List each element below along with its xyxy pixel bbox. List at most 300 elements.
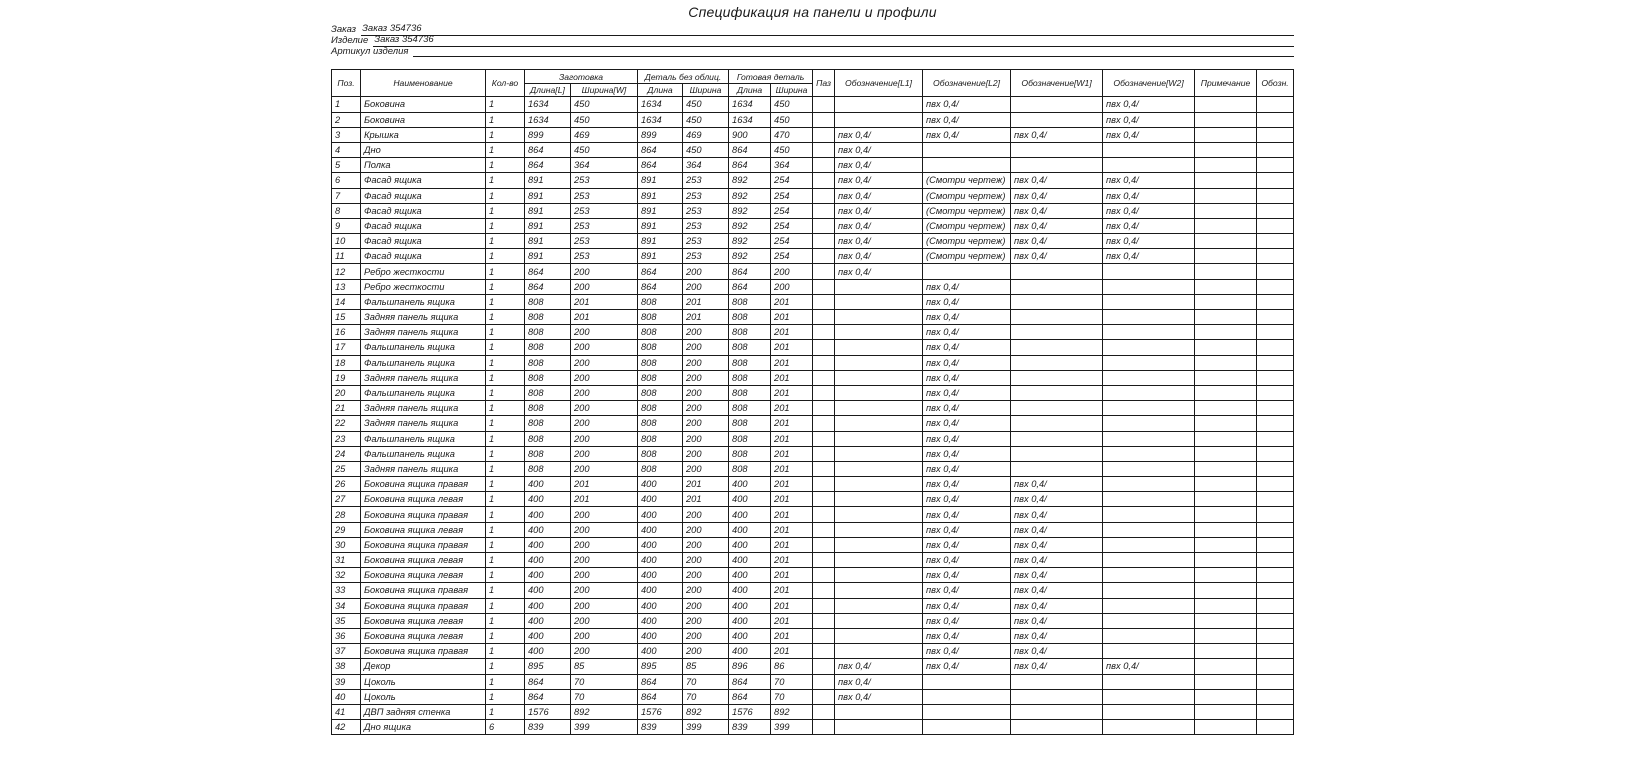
cell: Дно <box>361 142 486 157</box>
cell: 1 <box>486 325 525 340</box>
table-row <box>332 689 1294 704</box>
cell: 70 <box>771 674 813 689</box>
cell <box>813 416 835 431</box>
order-label: Заказ <box>331 24 357 35</box>
cell: 839 <box>729 720 771 735</box>
table-row <box>332 401 1294 416</box>
cell: Задняя панель ящика <box>361 370 486 385</box>
cell: 808 <box>638 431 683 446</box>
cell <box>835 628 923 643</box>
cell: 808 <box>525 461 571 476</box>
cell: 1 <box>486 507 525 522</box>
cell: 400 <box>638 628 683 643</box>
cell: 253 <box>683 173 729 188</box>
cell <box>1195 537 1257 552</box>
cell <box>1103 294 1195 309</box>
cell: 1 <box>486 446 525 461</box>
cell <box>835 355 923 370</box>
cell: 1 <box>486 689 525 704</box>
cell <box>1103 385 1195 400</box>
cell: пвх 0,4/ <box>923 416 1011 431</box>
cell <box>1011 112 1103 127</box>
cell: 892 <box>729 249 771 264</box>
cell: пвх 0,4/ <box>835 264 923 279</box>
cell: 1634 <box>525 112 571 127</box>
column-header: Обозн. <box>1257 70 1294 97</box>
cell <box>1195 203 1257 218</box>
cell: 37 <box>332 644 361 659</box>
cell <box>1257 598 1294 613</box>
cell <box>813 461 835 476</box>
cell: 891 <box>525 173 571 188</box>
cell <box>813 492 835 507</box>
cell: 85 <box>571 659 638 674</box>
cell: пвх 0,4/ <box>923 553 1011 568</box>
table-row <box>332 537 1294 552</box>
cell: 3 <box>332 127 361 142</box>
cell: 808 <box>638 340 683 355</box>
cell <box>1011 704 1103 719</box>
cell: 400 <box>638 507 683 522</box>
cell: 400 <box>525 583 571 598</box>
cell: 200 <box>571 583 638 598</box>
cell: пвх 0,4/ <box>1103 203 1195 218</box>
cell <box>1257 294 1294 309</box>
cell: 200 <box>683 355 729 370</box>
cell <box>1195 522 1257 537</box>
cell <box>1011 279 1103 294</box>
table-row <box>332 477 1294 492</box>
cell <box>1011 720 1103 735</box>
cell <box>1257 492 1294 507</box>
cell: пвх 0,4/ <box>1011 234 1103 249</box>
cell <box>1195 325 1257 340</box>
cell <box>835 97 923 112</box>
cell <box>1011 142 1103 157</box>
table-row <box>332 234 1294 249</box>
cell <box>1195 173 1257 188</box>
cell: 201 <box>771 477 813 492</box>
table-row <box>332 279 1294 294</box>
cell: 1 <box>486 203 525 218</box>
cell: 892 <box>729 173 771 188</box>
cell: 201 <box>771 613 813 628</box>
cell: 200 <box>571 628 638 643</box>
column-header: Наименование <box>361 70 486 97</box>
cell: пвх 0,4/ <box>923 294 1011 309</box>
column-header: Обозначение[W2] <box>1103 70 1195 97</box>
cell <box>1195 264 1257 279</box>
cell: пвх 0,4/ <box>1011 522 1103 537</box>
cell: 24 <box>332 446 361 461</box>
cell <box>923 704 1011 719</box>
cell <box>813 294 835 309</box>
cell <box>1195 553 1257 568</box>
cell: 400 <box>525 628 571 643</box>
cell: 11 <box>332 249 361 264</box>
cell: пвх 0,4/ <box>923 97 1011 112</box>
cell <box>1103 583 1195 598</box>
cell: Фасад ящика <box>361 249 486 264</box>
cell: Ребро жесткости <box>361 264 486 279</box>
cell: 254 <box>771 234 813 249</box>
cell: пвх 0,4/ <box>923 492 1011 507</box>
cell: 36 <box>332 628 361 643</box>
specification-sheet <box>331 4 1294 735</box>
cell: 400 <box>638 537 683 552</box>
table-row <box>332 142 1294 157</box>
cell <box>1257 537 1294 552</box>
cell: 891 <box>525 203 571 218</box>
cell <box>1257 112 1294 127</box>
cell <box>813 644 835 659</box>
cell <box>813 522 835 537</box>
cell: пвх 0,4/ <box>1011 127 1103 142</box>
cell: 200 <box>683 446 729 461</box>
cell: Фасад ящика <box>361 173 486 188</box>
cell: 1576 <box>525 704 571 719</box>
cell <box>1257 461 1294 476</box>
cell: 1 <box>486 385 525 400</box>
cell: пвх 0,4/ <box>1011 173 1103 188</box>
cell: 808 <box>525 431 571 446</box>
table-row <box>332 218 1294 233</box>
cell: 891 <box>638 188 683 203</box>
cell: 364 <box>683 158 729 173</box>
table-row <box>332 340 1294 355</box>
column-subheader: Длина <box>638 83 683 97</box>
cell <box>1257 416 1294 431</box>
cell: пвх 0,4/ <box>923 507 1011 522</box>
cell: 253 <box>571 218 638 233</box>
cell: 450 <box>571 112 638 127</box>
cell <box>813 659 835 674</box>
cell: 864 <box>638 142 683 157</box>
column-header: Паз <box>813 70 835 97</box>
cell <box>813 477 835 492</box>
table-row <box>332 492 1294 507</box>
cell: пвх 0,4/ <box>835 158 923 173</box>
cell: 400 <box>729 628 771 643</box>
cell <box>1257 385 1294 400</box>
cell: 808 <box>729 310 771 325</box>
cell: Фасад ящика <box>361 234 486 249</box>
cell <box>1257 340 1294 355</box>
cell: 1 <box>486 598 525 613</box>
cell: 200 <box>571 416 638 431</box>
cell <box>1195 294 1257 309</box>
cell <box>835 112 923 127</box>
cell: 900 <box>729 127 771 142</box>
cell: 200 <box>683 279 729 294</box>
cell: пвх 0,4/ <box>1103 173 1195 188</box>
cell: Фальшпанель ящика <box>361 431 486 446</box>
cell: Фальшпанель ящика <box>361 446 486 461</box>
cell: 254 <box>771 218 813 233</box>
cell: 253 <box>683 234 729 249</box>
cell: пвх 0,4/ <box>923 370 1011 385</box>
cell: 201 <box>771 492 813 507</box>
cell <box>1195 249 1257 264</box>
cell <box>1011 401 1103 416</box>
cell: 200 <box>683 583 729 598</box>
cell: Фальшпанель ящика <box>361 385 486 400</box>
cell: пвх 0,4/ <box>1103 112 1195 127</box>
cell <box>1195 477 1257 492</box>
cell: 891 <box>638 218 683 233</box>
cell <box>1103 431 1195 446</box>
cell: 399 <box>571 720 638 735</box>
cell: 400 <box>638 553 683 568</box>
cell <box>1257 325 1294 340</box>
cell: 808 <box>525 416 571 431</box>
cell: 200 <box>683 598 729 613</box>
cell: 1634 <box>638 112 683 127</box>
cell <box>1257 355 1294 370</box>
cell: 469 <box>683 127 729 142</box>
cell: пвх 0,4/ <box>1011 249 1103 264</box>
cell: 201 <box>771 537 813 552</box>
column-subheader: Длина[L] <box>525 83 571 97</box>
cell: Задняя панель ящика <box>361 461 486 476</box>
cell: 86 <box>771 659 813 674</box>
column-header: Кол-во <box>486 70 525 97</box>
cell: 200 <box>683 325 729 340</box>
cell <box>1195 461 1257 476</box>
cell <box>835 644 923 659</box>
cell <box>1011 158 1103 173</box>
cell: (Смотри чертеж) <box>923 203 1011 218</box>
cell: 200 <box>571 644 638 659</box>
cell <box>1103 598 1195 613</box>
cell <box>1195 127 1257 142</box>
cell: 470 <box>771 127 813 142</box>
cell: 201 <box>771 461 813 476</box>
cell <box>1257 613 1294 628</box>
cell: 400 <box>729 477 771 492</box>
cell <box>923 674 1011 689</box>
cell: пвх 0,4/ <box>835 218 923 233</box>
cell: пвх 0,4/ <box>1103 234 1195 249</box>
cell <box>1011 264 1103 279</box>
cell <box>835 385 923 400</box>
column-subheader: Ширина <box>683 83 729 97</box>
cell: 200 <box>683 537 729 552</box>
cell: 254 <box>771 188 813 203</box>
cell: 864 <box>525 264 571 279</box>
table-row <box>332 112 1294 127</box>
cell <box>1195 310 1257 325</box>
cell <box>835 340 923 355</box>
cell: 39 <box>332 674 361 689</box>
cell: 1 <box>486 310 525 325</box>
cell: 808 <box>729 401 771 416</box>
cell <box>1257 218 1294 233</box>
cell: 400 <box>729 492 771 507</box>
cell: 864 <box>729 674 771 689</box>
cell: 1634 <box>638 97 683 112</box>
cell: 364 <box>771 158 813 173</box>
cell: пвх 0,4/ <box>923 644 1011 659</box>
cell: 400 <box>638 598 683 613</box>
cell: 1 <box>486 340 525 355</box>
cell: пвх 0,4/ <box>923 355 1011 370</box>
cell: 1 <box>486 553 525 568</box>
cell <box>835 522 923 537</box>
cell <box>1195 659 1257 674</box>
cell <box>813 613 835 628</box>
cell: 808 <box>729 446 771 461</box>
cell: 7 <box>332 188 361 203</box>
cell <box>1103 370 1195 385</box>
cell: 1 <box>486 142 525 157</box>
cell <box>1257 689 1294 704</box>
cell: 1 <box>486 644 525 659</box>
cell: 891 <box>525 249 571 264</box>
cell: Боковина ящика левая <box>361 522 486 537</box>
cell: 200 <box>771 264 813 279</box>
cell: 899 <box>638 127 683 142</box>
cell: 200 <box>571 461 638 476</box>
cell: 200 <box>571 385 638 400</box>
cell: 200 <box>571 507 638 522</box>
cell <box>813 446 835 461</box>
cell <box>1103 613 1195 628</box>
cell: пвх 0,4/ <box>923 628 1011 643</box>
cell: 201 <box>683 310 729 325</box>
cell <box>1195 142 1257 157</box>
cell <box>1103 553 1195 568</box>
cell: 864 <box>638 158 683 173</box>
cell <box>813 689 835 704</box>
cell: 200 <box>683 461 729 476</box>
cell: 892 <box>729 188 771 203</box>
cell: 200 <box>571 325 638 340</box>
cell: 1 <box>486 264 525 279</box>
cell: 20 <box>332 385 361 400</box>
cell: Боковина ящика левая <box>361 553 486 568</box>
cell: 4 <box>332 142 361 157</box>
table-row <box>332 249 1294 264</box>
table-row <box>332 720 1294 735</box>
cell: 41 <box>332 704 361 719</box>
cell <box>835 279 923 294</box>
cell: Боковина ящика левая <box>361 613 486 628</box>
cell: 450 <box>683 97 729 112</box>
cell: 200 <box>683 431 729 446</box>
cell: 864 <box>525 674 571 689</box>
cell <box>1195 644 1257 659</box>
cell: пвх 0,4/ <box>835 249 923 264</box>
cell: 201 <box>771 370 813 385</box>
cell: 808 <box>525 310 571 325</box>
cell <box>1103 477 1195 492</box>
cell: 891 <box>525 234 571 249</box>
cell <box>1195 613 1257 628</box>
cell: 200 <box>571 355 638 370</box>
cell: 864 <box>729 142 771 157</box>
cell: 200 <box>683 568 729 583</box>
cell: 1 <box>486 127 525 142</box>
cell <box>1195 234 1257 249</box>
cell <box>835 401 923 416</box>
cell <box>1257 644 1294 659</box>
cell: 201 <box>771 507 813 522</box>
cell: Фальшпанель ящика <box>361 340 486 355</box>
cell: 1 <box>486 674 525 689</box>
cell: 201 <box>571 477 638 492</box>
cell <box>1103 674 1195 689</box>
cell: 253 <box>571 234 638 249</box>
cell: 26 <box>332 477 361 492</box>
cell: (Смотри чертеж) <box>923 249 1011 264</box>
cell: 400 <box>525 553 571 568</box>
cell: 201 <box>571 310 638 325</box>
cell: 864 <box>638 264 683 279</box>
cell: 1 <box>486 218 525 233</box>
cell: 864 <box>638 279 683 294</box>
cell: 200 <box>571 598 638 613</box>
table-row <box>332 446 1294 461</box>
cell: 17 <box>332 340 361 355</box>
cell: 400 <box>729 522 771 537</box>
cell: 253 <box>571 188 638 203</box>
cell <box>1011 97 1103 112</box>
cell: пвх 0,4/ <box>835 659 923 674</box>
cell: 808 <box>525 446 571 461</box>
table-row <box>332 431 1294 446</box>
cell: 400 <box>729 598 771 613</box>
cell <box>1011 370 1103 385</box>
cell: 200 <box>683 370 729 385</box>
cell: Цоколь <box>361 689 486 704</box>
cell: 808 <box>525 355 571 370</box>
cell: 253 <box>683 249 729 264</box>
cell <box>1103 340 1195 355</box>
cell <box>1195 416 1257 431</box>
cell <box>1103 537 1195 552</box>
cell <box>1195 112 1257 127</box>
cell: 400 <box>525 644 571 659</box>
cell <box>813 674 835 689</box>
cell: 200 <box>683 644 729 659</box>
cell <box>813 583 835 598</box>
cell <box>835 310 923 325</box>
cell <box>1257 431 1294 446</box>
article-value <box>413 56 1294 57</box>
cell: 200 <box>571 446 638 461</box>
cell: Ребро жесткости <box>361 279 486 294</box>
cell: Боковина ящика левая <box>361 492 486 507</box>
cell <box>813 598 835 613</box>
cell: 864 <box>729 689 771 704</box>
cell <box>1103 446 1195 461</box>
cell <box>1257 568 1294 583</box>
cell <box>813 142 835 157</box>
cell: 12 <box>332 264 361 279</box>
cell: 864 <box>525 279 571 294</box>
cell <box>1103 522 1195 537</box>
cell: 808 <box>729 461 771 476</box>
cell: 2 <box>332 112 361 127</box>
cell: 1 <box>486 461 525 476</box>
table-row <box>332 659 1294 674</box>
meta-line-article <box>331 47 1294 58</box>
cell: пвх 0,4/ <box>923 537 1011 552</box>
column-subheader: Ширина <box>771 83 813 97</box>
cell: 1 <box>486 628 525 643</box>
table-row <box>332 583 1294 598</box>
